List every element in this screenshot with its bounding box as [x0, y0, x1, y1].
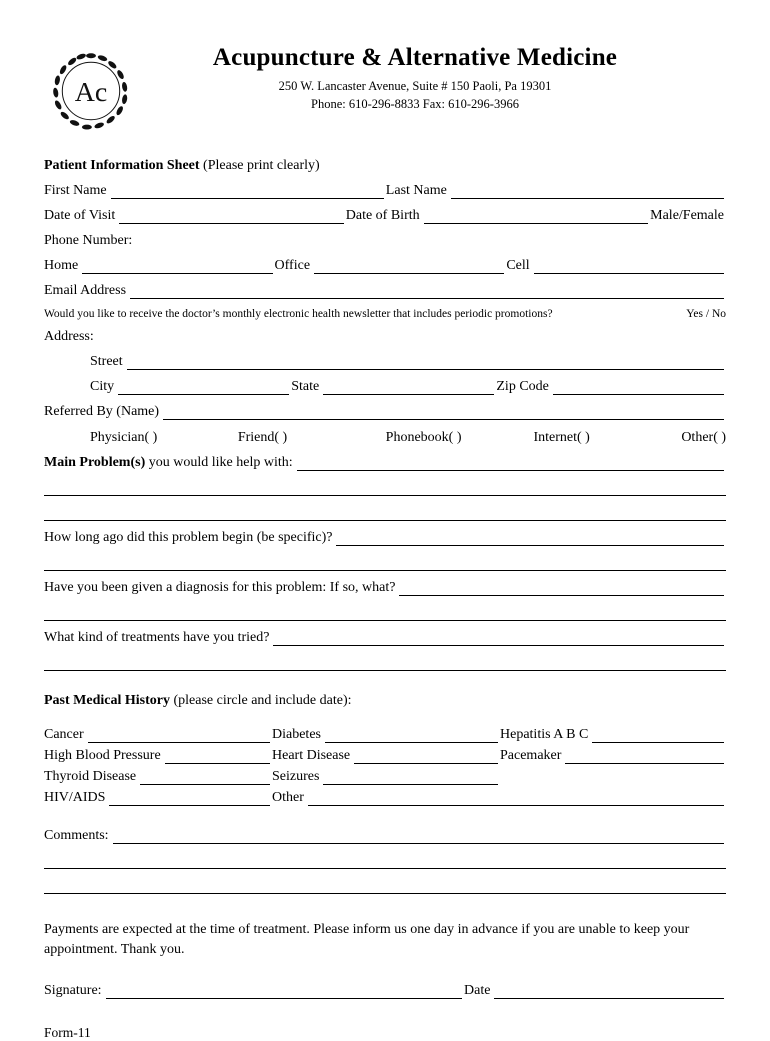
- history-item-cancer[interactable]: [44, 727, 272, 743]
- home-phone-label: Home: [44, 258, 79, 273]
- payment-policy-note: Payments are expected at the time of treatment. Please inform us one day in advance if you are unable to keep your appointment. Thank you.: [44, 922, 690, 958]
- referral-option-other[interactable]: Other( ): [681, 430, 727, 445]
- signature-input[interactable]: [106, 984, 462, 999]
- history-item-hepatitis[interactable]: [500, 727, 726, 743]
- history-date-cancer[interactable]: [88, 728, 270, 743]
- phone-row: [44, 258, 726, 274]
- email-row: [44, 283, 726, 299]
- signature-date-label: Date: [464, 982, 491, 998]
- history-date-thyroid-disease[interactable]: [140, 770, 270, 785]
- newsletter-row: [44, 308, 726, 320]
- history-label-thyroid-disease: Thyroid Disease: [44, 769, 137, 784]
- clinic-address: 250 W. Lancaster Avenue, Suite # 150 Paoli, Pa 19301: [278, 79, 552, 93]
- clinic-name: Acupuncture & Alternative Medicine: [212, 44, 618, 71]
- history-date-heart-disease[interactable]: [354, 749, 498, 764]
- address-label: Address:: [44, 329, 94, 344]
- history-date-high-blood-pressure[interactable]: [165, 749, 270, 764]
- history-label-heart-disease: Heart Disease: [272, 748, 351, 763]
- signature-date-input[interactable]: [494, 984, 724, 999]
- history-item-heart-disease[interactable]: [272, 748, 500, 764]
- history-label-hiv-aids: HIV/AIDS: [44, 790, 106, 805]
- diagnosis-label: Have you been given a diagnosis for this problem: If so, what?: [44, 580, 396, 595]
- referral-option-internet[interactable]: Internet( ): [533, 430, 590, 445]
- newsletter-question: Would you like to receive the doctor’s monthly electronic health newsletter that includes periodic promotions?: [44, 308, 553, 320]
- cell-phone-input[interactable]: [534, 259, 724, 274]
- history-date-pacemaker[interactable]: [565, 749, 724, 764]
- referred-by-input[interactable]: [163, 405, 724, 420]
- referral-option-physician[interactable]: Physician( ): [90, 430, 158, 445]
- history-item-hiv-aids[interactable]: [44, 790, 272, 806]
- history-label-pacemaker: Pacemaker: [500, 748, 562, 763]
- problem-duration-input-1[interactable]: [336, 531, 724, 546]
- signature-field-group: [44, 983, 464, 999]
- problem-duration-input-2[interactable]: [44, 569, 726, 571]
- main-problems-input-2[interactable]: [44, 494, 726, 496]
- form-title-note: (Please print clearly): [199, 158, 320, 173]
- comments-input-2[interactable]: [44, 867, 726, 869]
- phone-number-label: Phone Number:: [44, 233, 133, 248]
- main-problems-row: [44, 455, 726, 471]
- name-row: [44, 183, 726, 199]
- office-phone-input[interactable]: [314, 259, 504, 274]
- zip-code-input[interactable]: [553, 380, 724, 395]
- state-input[interactable]: [323, 380, 494, 395]
- office-phone-label: Office: [274, 258, 311, 273]
- cell-phone-label: Cell: [506, 258, 530, 273]
- treatments-input-1[interactable]: [273, 631, 724, 646]
- home-phone-input[interactable]: [82, 259, 272, 274]
- form-title: [44, 158, 726, 174]
- history-row: [44, 769, 726, 785]
- history-item-diabetes[interactable]: [272, 727, 500, 743]
- history-item-high-blood-pressure[interactable]: [44, 748, 272, 764]
- first-name-input[interactable]: [111, 184, 384, 199]
- referred-by-label: Referred By (Name): [44, 404, 160, 419]
- address-heading: [44, 329, 726, 345]
- past-medical-history-note: (please circle and include date):: [169, 693, 352, 708]
- email-input[interactable]: [130, 284, 724, 299]
- past-medical-history-bold: Past Medical History: [44, 693, 170, 708]
- last-name-input[interactable]: [451, 184, 724, 199]
- city-state-zip-row: [44, 379, 726, 395]
- street-input[interactable]: [127, 355, 724, 370]
- history-item-pacemaker[interactable]: [500, 748, 726, 764]
- clinic-phone-fax: Phone: 610-296-8833 Fax: 610-296-3966: [311, 97, 519, 111]
- history-item-thyroid-disease[interactable]: [44, 769, 272, 785]
- date-of-birth-input[interactable]: [424, 209, 649, 224]
- referral-option-phonebook[interactable]: Phonebook( ): [385, 430, 462, 445]
- clinic-logo-icon: [50, 50, 132, 132]
- history-row: [44, 790, 726, 806]
- referral-option-friend[interactable]: Friend( ): [237, 430, 288, 445]
- form-title-bold: Patient Information Sheet: [44, 158, 200, 173]
- state-label: State: [291, 379, 320, 394]
- history-item-empty: [500, 769, 726, 785]
- diagnosis-row: [44, 580, 726, 596]
- email-label: Email Address: [44, 283, 127, 298]
- past-medical-history-title: [44, 693, 726, 709]
- history-date-seizures[interactable]: [323, 770, 498, 785]
- history-date-diabetes[interactable]: [325, 728, 498, 743]
- history-date-other[interactable]: [308, 791, 724, 806]
- signature-row: [44, 983, 726, 999]
- newsletter-yes-no-option[interactable]: Yes / No: [686, 308, 726, 320]
- phone-number-heading: [44, 233, 726, 249]
- treatments-input-2[interactable]: [44, 669, 726, 671]
- treatments-row: [44, 630, 726, 646]
- past-medical-history-grid: [44, 727, 726, 806]
- history-date-hepatitis[interactable]: [592, 728, 724, 743]
- svg-text:Ac: Ac: [74, 76, 108, 108]
- city-label: City: [90, 379, 115, 394]
- diagnosis-input-2[interactable]: [44, 619, 726, 621]
- referral-options-row: [44, 430, 726, 446]
- main-problems-label: Main Problem(s) you would like help with:: [44, 455, 293, 470]
- comments-label: Comments:: [44, 828, 109, 843]
- gender-label[interactable]: Male/Female: [650, 208, 725, 223]
- dates-row: [44, 208, 726, 224]
- history-label-other: Other: [272, 790, 304, 805]
- form-header: [44, 44, 726, 136]
- comments-row: [44, 828, 726, 844]
- first-name-label: First Name: [44, 183, 107, 198]
- history-label-seizures: Seizures: [272, 769, 320, 784]
- city-input[interactable]: [118, 380, 289, 395]
- last-name-label: Last Name: [385, 183, 447, 198]
- street-label: Street: [90, 354, 123, 369]
- treatments-label: What kind of treatments have you tried?: [44, 630, 270, 645]
- street-row: [44, 354, 726, 370]
- main-problems-input-3[interactable]: [44, 519, 726, 521]
- problem-duration-label: How long ago did this problem begin (be specific)?: [44, 530, 333, 545]
- diagnosis-input-1[interactable]: [399, 581, 724, 596]
- history-label-diabetes: Diabetes: [272, 727, 321, 742]
- zip-code-label: Zip Code: [496, 379, 549, 394]
- date-of-birth-label: Date of Birth: [345, 208, 420, 223]
- form-id: Form-11: [44, 1024, 91, 1040]
- history-label-high-blood-pressure: High Blood Pressure: [44, 748, 161, 763]
- history-label-cancer: Cancer: [44, 727, 84, 742]
- problem-duration-row: [44, 530, 726, 546]
- history-row: [44, 748, 726, 764]
- history-item-seizures[interactable]: [272, 769, 500, 785]
- main-problems-input-1[interactable]: [297, 456, 724, 471]
- signature-date-group: [464, 983, 726, 999]
- date-of-visit-input[interactable]: [119, 209, 344, 224]
- comments-input-3[interactable]: [44, 892, 726, 894]
- history-item-other[interactable]: [272, 790, 726, 806]
- referred-by-row: [44, 404, 726, 420]
- comments-input-1[interactable]: [113, 829, 724, 844]
- history-row: [44, 727, 726, 743]
- date-of-visit-label: Date of Visit: [44, 208, 116, 223]
- signature-label: Signature:: [44, 982, 102, 998]
- history-date-hiv-aids[interactable]: [109, 791, 270, 806]
- history-label-hepatitis: Hepatitis A B C: [500, 727, 589, 742]
